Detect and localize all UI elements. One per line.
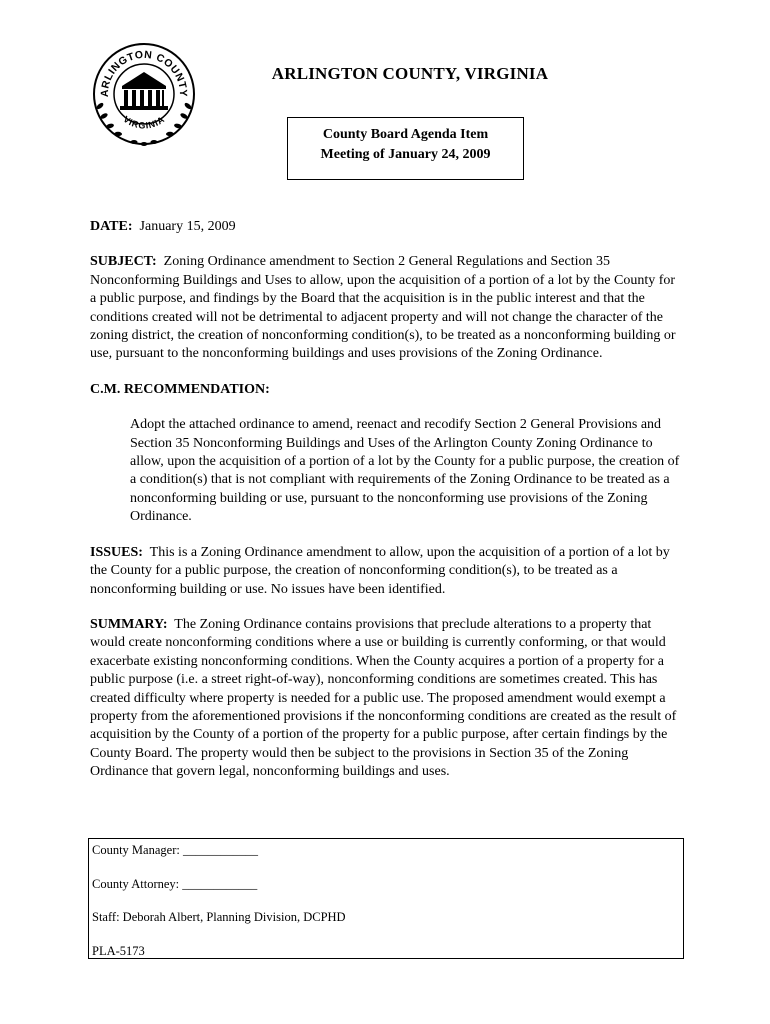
recommendation-text: Adopt the attached ordinance to amend, reenact and recodify Section 2 General Provisions and Section 35 Nonconforming Buildings and Uses of the Arlington County Zoning Ordinance to allow, upon the acquisition of a portion of a lot by the County for a public purpose, the creation of a condition(s) that is not compliant with requirements of the Zoning Ordinance to be treated as a nonconforming building or use, pursuant to the nonconforming use provisions of the Zoning Ordinance. <box>130 417 680 525</box>
county-seal <box>86 36 202 152</box>
signature-box <box>88 838 684 959</box>
recommendation-label: C.M. RECOMMENDATION: <box>90 381 270 397</box>
date-value: January 15, 2009 <box>139 219 236 234</box>
case-number: PLA-5173 <box>92 943 145 958</box>
issues-text: This is a Zoning Ordinance amendment to allow, upon the acquisition of a portion of a lot by the County for a public purpose, the creation of nonconforming condition(s), to be treated as a nonconforming building or use. No issues have been identified. <box>90 544 670 597</box>
issues-section <box>90 544 684 599</box>
document-body <box>90 218 684 799</box>
meeting-date: Meeting of January 24, 2009 <box>320 147 491 162</box>
subject-label: SUBJECT: <box>90 254 157 270</box>
staff-line: Staff: Deborah Albert, Planning Division, DCPHD <box>92 910 346 924</box>
recommendation-heading <box>90 381 684 399</box>
page-title: ARLINGTON COUNTY, VIRGINIA <box>271 64 549 83</box>
subject-section <box>90 253 684 363</box>
county-manager-line: County Manager: ____________ <box>92 843 258 857</box>
summary-text: The Zoning Ordinance contains provisions that preclude alterations to a property that would create nonconforming conditions where a use or building is currently conforming, or that would exacerbate existing nonconforming conditions. When the County acquires a portion of a property for a public purpose (i.e. a street right-of-way), nonconforming conditions are sometimes created. This has created difficulty where property is needed for a public use. The proposed amendment would exempt a property from the aforementioned provisions if the nonconforming conditions are created as the result of acquisition by the County of a portion of the property for a public purpose, after certain findings by the County Board. The property would then be subject to the provisions in Section 35 of the Zoning Ordinance that govern legal, nonconforming buildings and uses. <box>90 616 677 780</box>
seal-top-text: ARLINGTON COUNTY <box>98 48 190 98</box>
issues-label: ISSUES: <box>90 544 143 560</box>
courthouse-icon <box>120 72 168 110</box>
summary-label: SUMMARY: <box>90 616 168 632</box>
subject-text: Zoning Ordinance amendment to Section 2 General Regulations and Section 35 Nonconforming Buildings and Uses to allow, upon the acquisition of a portion of a lot by the County for a public purpose, and findings by the Board that the acquisition is in the public interest and that the conditions created will not be detrimental to adjacent property and will not change the character of the zoning district, the creation of nonconforming condition(s), to be treated as a nonconforming building or use, pursuant to the nonconforming buildings and uses provisions of the Zoning Ordinance. <box>90 254 676 362</box>
agenda-item-box <box>287 117 524 180</box>
date-label: DATE: <box>90 219 133 234</box>
date-section <box>90 218 684 236</box>
county-attorney-line: County Attorney: ____________ <box>92 876 258 891</box>
agenda-item-label: County Board Agenda Item <box>322 127 489 142</box>
summary-section <box>90 616 684 782</box>
seal-bottom-text: VIRGINIA <box>121 114 167 131</box>
svg-text:VIRGINIA <box>121 114 166 131</box>
